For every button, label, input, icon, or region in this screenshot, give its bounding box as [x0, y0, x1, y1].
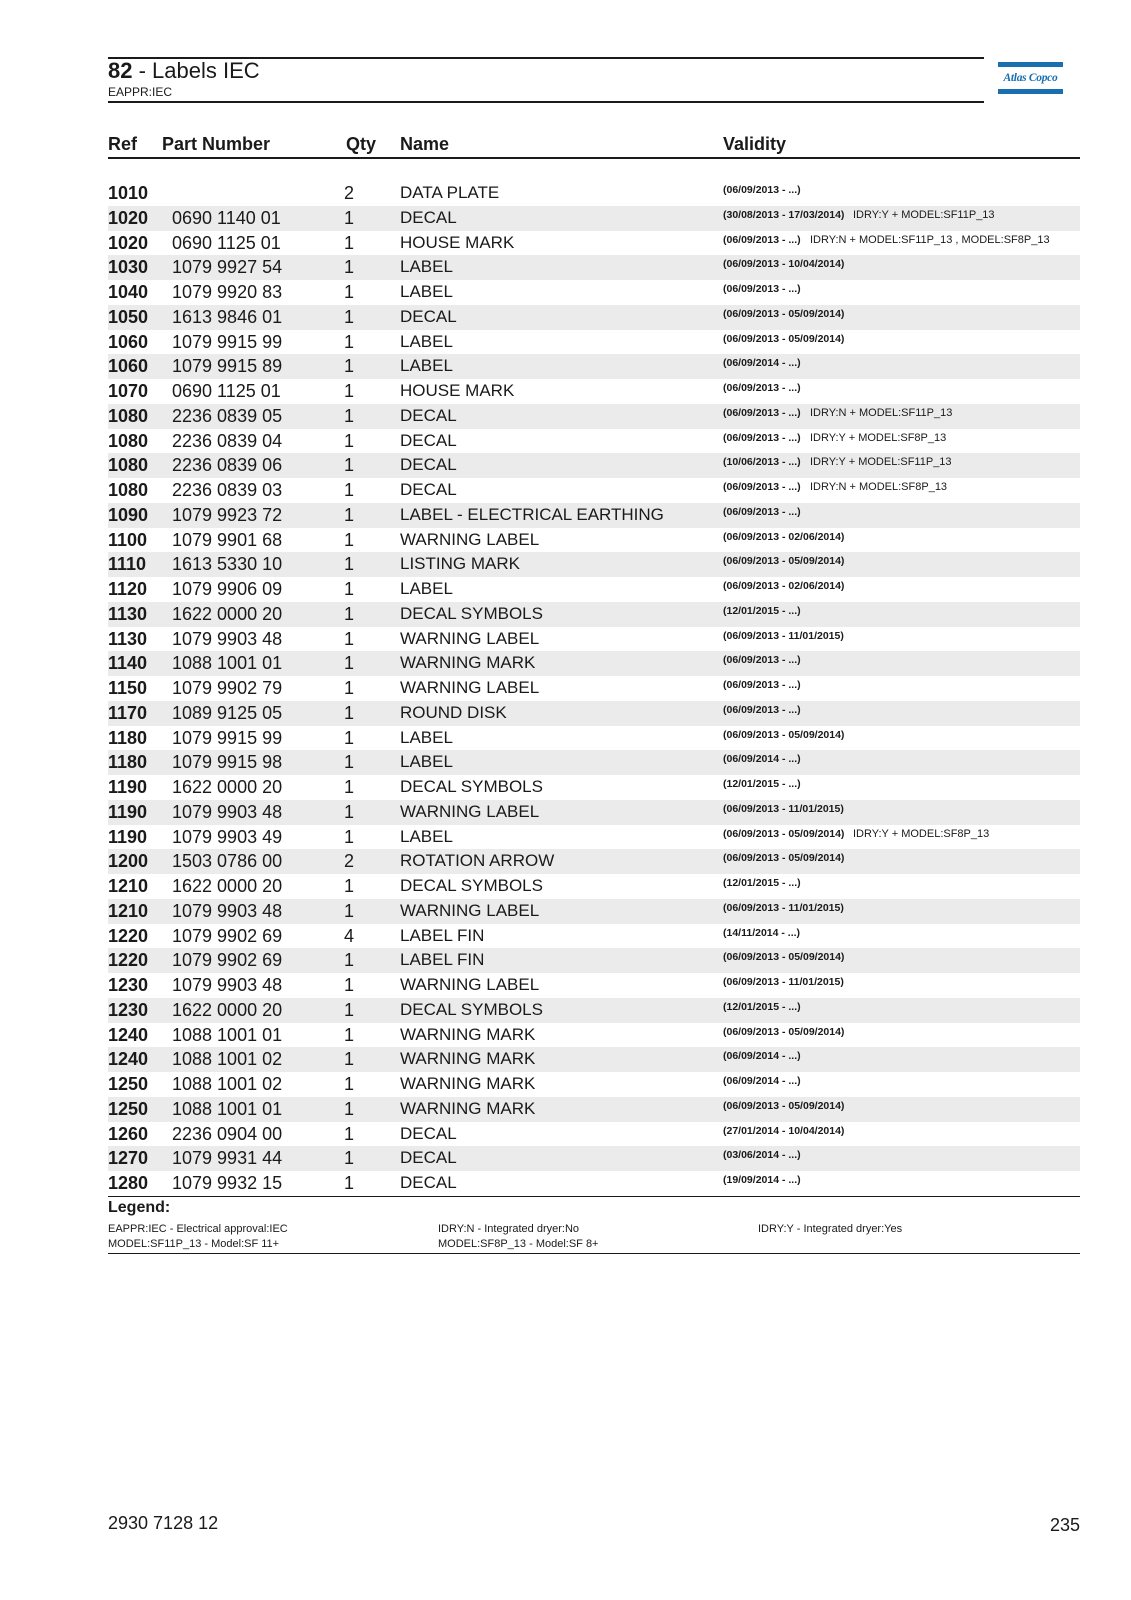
name-cell: LABEL: [400, 579, 453, 598]
validity-cell: (06/09/2013 - 02/06/2014): [723, 530, 845, 543]
name-cell: WARNING LABEL: [400, 628, 540, 648]
table-header: [108, 132, 1080, 158]
page-title: [108, 58, 260, 84]
name-cell: WARNING LABEL: [400, 975, 540, 994]
table-row: [108, 453, 1080, 478]
part-number-cell: 1079 9902 79: [172, 678, 283, 698]
validity-cell: (06/09/2013 - ...): [723, 382, 801, 394]
name-cell: WARNING LABEL: [400, 801, 540, 821]
part-number-cell: 0690 1125 01: [172, 232, 281, 253]
validity-cell: (03/06/2014 - ...): [723, 1149, 801, 1162]
part-number-cell: 2236 0839 04: [172, 430, 283, 451]
qty-cell: 1: [344, 480, 355, 500]
ref-cell: 1230: [108, 975, 149, 995]
part-number-cell: 1613 5330 10: [172, 554, 283, 575]
ref-cell: 1200: [108, 851, 149, 872]
ref-cell: 1020: [108, 232, 149, 253]
table-row: [108, 701, 1080, 726]
document-number: 2930 7128 12: [108, 1513, 219, 1533]
validity-cell: (06/09/2013 - 11/01/2015): [723, 901, 844, 914]
name-cell: LABEL: [400, 826, 453, 846]
ref-cell: 1090: [108, 504, 149, 525]
name-cell: DECAL: [400, 306, 457, 326]
table-row: [108, 948, 1080, 973]
qty-cell: 1: [344, 1024, 355, 1045]
name-cell: WARNING LABEL: [400, 678, 540, 697]
qty-cell: 1: [344, 257, 355, 278]
table-row: [108, 750, 1080, 775]
legend-item: MODEL:SF11P_13 - Model:SF 11+: [108, 1238, 280, 1250]
part-number-cell: 1079 9903 48: [172, 975, 283, 995]
qty-cell: 2: [344, 183, 355, 203]
part-number-cell: 1079 9927 54: [172, 257, 283, 278]
part-number-cell: 1079 9902 69: [172, 950, 283, 971]
part-number-cell: 1503 0786 00: [172, 851, 283, 872]
qty-cell: 1: [344, 801, 355, 822]
table-row: [108, 354, 1080, 379]
validity-cell: (06/09/2013 - 10/04/2014): [723, 258, 845, 271]
validity-cell: (06/09/2013 - 02/06/2014): [723, 580, 845, 592]
validity-cell: (14/11/2014 - ...): [723, 926, 801, 939]
part-number-cell: 1079 9931 44: [172, 1148, 283, 1169]
qty-cell: 1: [344, 1148, 355, 1169]
ref-cell: 1270: [108, 1148, 149, 1169]
validity-note: IDRY:Y + MODEL:SF8P_13: [853, 827, 990, 840]
part-number-cell: 1088 1001 01: [172, 1024, 283, 1045]
qty-cell: 1: [344, 1173, 355, 1193]
part-number-cell: 2236 0839 05: [172, 405, 283, 426]
table-row: [108, 478, 1080, 503]
validity-cell: (06/09/2013 - 11/01/2015): [723, 629, 844, 642]
name-cell: DECAL: [400, 455, 457, 475]
qty-cell: 1: [344, 678, 355, 698]
validity-cell: (06/09/2013 - 05/09/2014): [723, 555, 845, 568]
validity-cell: (12/01/2015 - ...): [723, 604, 801, 617]
ref-cell: 1190: [108, 801, 148, 822]
validity-cell: (06/09/2013 - ...): [723, 233, 801, 246]
page-subtitle: EAPPR:IEC: [108, 85, 173, 99]
validity-cell: (06/09/2014 - ...): [723, 753, 801, 766]
table-row: [108, 627, 1080, 652]
qty-cell: 1: [344, 356, 355, 377]
part-number-cell: 1079 9915 99: [172, 727, 283, 748]
validity-cell: (12/01/2015 - ...): [723, 778, 801, 790]
legend-item: EAPPR:IEC - Electrical approval:IEC: [108, 1223, 288, 1235]
ref-cell: 1260: [108, 1123, 149, 1144]
part-number-cell: 2236 0839 06: [172, 455, 283, 476]
ref-cell: 1050: [108, 306, 149, 327]
validity-cell: (06/09/2013 - 05/09/2014): [723, 852, 845, 865]
part-number-cell: 0690 1125 01: [172, 381, 281, 401]
qty-cell: 1: [344, 876, 355, 896]
part-number-cell: 1622 0000 20: [172, 999, 283, 1020]
name-cell: LABEL: [400, 257, 453, 277]
section-title: - Labels IEC: [138, 58, 260, 83]
part-number-cell: 1079 9915 89: [172, 356, 283, 377]
ref-cell: 1180: [108, 727, 148, 748]
table-row: [108, 825, 1080, 850]
column-header-qty: Qty: [346, 134, 377, 154]
table-row: [108, 676, 1080, 701]
table-row: [108, 874, 1080, 899]
validity-cell: (06/09/2013 - ...): [723, 283, 801, 295]
qty-cell: 1: [344, 232, 355, 253]
name-cell: LABEL - ELECTRICAL EARTHING: [400, 504, 664, 524]
header-rule-bottom: [108, 101, 984, 103]
validity-cell: (06/09/2013 - 05/09/2014): [723, 951, 845, 964]
ref-cell: 1110: [108, 554, 147, 575]
ref-cell: 1220: [108, 950, 149, 971]
legend-item: IDRY:N - Integrated dryer:No: [438, 1223, 580, 1235]
validity-cell: (06/09/2013 - 05/09/2014): [723, 827, 845, 840]
table-row: [108, 181, 1080, 206]
name-cell: WARNING MARK: [400, 1049, 536, 1069]
qty-cell: 1: [344, 1098, 355, 1119]
name-cell: DECAL: [400, 1173, 457, 1192]
name-cell: DECAL: [400, 207, 457, 227]
table-row: [108, 651, 1080, 676]
ref-cell: 1120: [108, 579, 148, 599]
legend-rule-bottom: [108, 1253, 1080, 1254]
ref-cell: 1010: [108, 183, 149, 203]
table-row: [108, 429, 1080, 454]
validity-cell: (06/09/2014 - ...): [723, 1050, 801, 1063]
legend-rule-top: [108, 1196, 1080, 1197]
qty-cell: 1: [344, 1049, 355, 1070]
qty-cell: 1: [344, 727, 355, 748]
validity-cell: (27/01/2014 - 10/04/2014): [723, 1124, 845, 1137]
ref-cell: 1070: [108, 381, 149, 401]
legend-item: IDRY:Y - Integrated dryer:Yes: [758, 1223, 903, 1235]
name-cell: ROTATION ARROW: [400, 851, 555, 871]
part-number-cell: 1088 1001 01: [172, 653, 283, 674]
name-cell: LABEL: [400, 282, 453, 301]
ref-cell: 1240: [108, 1024, 149, 1045]
table-row: [108, 602, 1080, 627]
page-number: 235: [1049, 1515, 1080, 1535]
part-number-cell: 1622 0000 20: [172, 777, 283, 797]
table-row: [108, 726, 1080, 751]
table-row: [108, 1146, 1080, 1171]
name-cell: DECAL: [400, 1148, 457, 1168]
qty-cell: 1: [344, 554, 355, 575]
qty-cell: 1: [344, 603, 355, 624]
qty-cell: 1: [344, 975, 355, 995]
column-header-name: Name: [400, 134, 450, 154]
qty-cell: 1: [344, 826, 355, 847]
validity-cell: (12/01/2015 - ...): [723, 877, 801, 889]
ref-cell: 1040: [108, 282, 149, 302]
name-cell: LABEL: [400, 356, 453, 376]
name-cell: DATA PLATE: [400, 183, 500, 202]
qty-cell: 1: [344, 752, 355, 773]
validity-cell: (06/09/2013 - 11/01/2015): [723, 976, 844, 988]
table-row: [108, 305, 1080, 330]
validity-note: IDRY:N + MODEL:SF8P_13: [810, 481, 948, 493]
name-cell: LISTING MARK: [400, 554, 520, 574]
name-cell: LABEL: [400, 752, 453, 772]
part-number-cell: 1079 9903 48: [172, 900, 283, 921]
name-cell: HOUSE MARK: [400, 232, 515, 252]
table-row: [108, 255, 1080, 280]
table-row: [108, 379, 1080, 404]
ref-cell: 1210: [108, 900, 149, 921]
qty-cell: 1: [344, 1123, 355, 1144]
ref-cell: 1030: [108, 257, 149, 278]
name-cell: DECAL: [400, 405, 457, 425]
column-header-validity: Validity: [723, 134, 787, 154]
table-row: [108, 1122, 1080, 1147]
table-row: [108, 404, 1080, 429]
qty-cell: 1: [344, 405, 355, 426]
qty-cell: 2: [344, 851, 355, 872]
ref-cell: 1060: [108, 356, 149, 377]
qty-cell: 1: [344, 306, 355, 327]
ref-cell: 1080: [108, 455, 149, 476]
table-row: [108, 330, 1080, 355]
part-number-cell: 2236 0839 03: [172, 480, 283, 500]
ref-cell: 1080: [108, 430, 149, 451]
part-number-cell: 1079 9903 48: [172, 801, 283, 822]
name-cell: DECAL: [400, 1123, 457, 1143]
column-header-ref: Ref: [108, 134, 138, 154]
qty-cell: 1: [344, 702, 355, 723]
qty-cell: 1: [344, 999, 355, 1020]
table-row: [108, 280, 1080, 305]
qty-cell: 1: [344, 529, 355, 550]
ref-cell: 1250: [108, 1098, 149, 1119]
name-cell: HOUSE MARK: [400, 381, 515, 400]
part-number-cell: 1079 9906 09: [172, 579, 283, 599]
ref-cell: 1190: [108, 826, 148, 847]
table-row: [108, 800, 1080, 825]
part-number-cell: 2236 0904 00: [172, 1123, 283, 1144]
atlas-copco-logo: [998, 62, 1063, 94]
column-header-part-number: Part Number: [162, 134, 271, 154]
part-number-cell: 1079 9902 69: [172, 925, 283, 946]
name-cell: DECAL: [400, 480, 457, 499]
name-cell: WARNING MARK: [400, 1024, 536, 1044]
validity-cell: (06/09/2013 - 05/09/2014): [723, 728, 845, 741]
validity-cell: (30/08/2013 - 17/03/2014): [723, 208, 845, 221]
part-number-cell: 1622 0000 20: [172, 876, 283, 896]
ref-cell: 1150: [108, 678, 148, 698]
qty-cell: 1: [344, 504, 355, 525]
table-row: [108, 924, 1080, 949]
qty-cell: 1: [344, 777, 355, 797]
validity-note: IDRY:N + MODEL:SF11P_13 , MODEL:SF8P_13: [810, 233, 1050, 246]
ref-cell: 1140: [108, 653, 148, 674]
ref-cell: 1230: [108, 999, 149, 1020]
ref-cell: 1080: [108, 480, 149, 500]
ref-cell: 1280: [108, 1173, 149, 1193]
table-row: [108, 998, 1080, 1023]
part-number-cell: 1089 9125 05: [172, 702, 283, 723]
name-cell: LABEL: [400, 727, 453, 747]
qty-cell: 1: [344, 628, 355, 649]
validity-cell: (06/09/2014 - ...): [723, 1075, 801, 1087]
qty-cell: 1: [344, 207, 355, 228]
table-row: [108, 849, 1080, 874]
part-number-cell: 1622 0000 20: [172, 603, 283, 624]
validity-cell: (06/09/2013 - ...): [723, 481, 801, 493]
table-row: [108, 775, 1080, 800]
name-cell: WARNING MARK: [400, 1074, 536, 1093]
qty-cell: 4: [344, 925, 355, 946]
validity-cell: (19/09/2014 - ...): [723, 1174, 801, 1186]
part-number-cell: 1079 9915 99: [172, 331, 283, 352]
validity-cell: (06/09/2013 - ...): [723, 703, 801, 716]
logo-bar-top: [998, 62, 1063, 67]
qty-cell: 1: [344, 1074, 355, 1094]
table-row: [108, 503, 1080, 528]
part-number-cell: 1079 9901 68: [172, 529, 283, 550]
name-cell: DECAL: [400, 430, 457, 450]
table-row: [108, 899, 1080, 924]
validity-cell: (06/09/2013 - ...): [723, 654, 801, 667]
table-header-underline: [108, 157, 1080, 159]
validity-cell: (06/09/2013 - ...): [723, 184, 801, 196]
validity-cell: (06/09/2014 - ...): [723, 357, 801, 370]
validity-cell: (06/09/2013 - ...): [723, 431, 801, 444]
validity-cell: (06/09/2013 - 05/09/2014): [723, 1025, 845, 1038]
ref-cell: 1210: [108, 876, 149, 896]
part-number-cell: 1088 1001 02: [172, 1074, 283, 1094]
ref-cell: 1250: [108, 1074, 149, 1094]
validity-cell: (06/09/2013 - 05/09/2014): [723, 307, 845, 320]
part-number-cell: 1079 9920 83: [172, 282, 283, 302]
table-row: [108, 1023, 1080, 1048]
ref-cell: 1020: [108, 207, 149, 228]
name-cell: WARNING LABEL: [400, 900, 540, 920]
name-cell: WARNING LABEL: [400, 529, 540, 549]
qty-cell: 1: [344, 282, 355, 302]
validity-cell: (06/09/2013 - ...): [723, 505, 801, 518]
table-row: [108, 206, 1080, 231]
table-row: [108, 528, 1080, 553]
qty-cell: 1: [344, 579, 355, 599]
name-cell: DECAL SYMBOLS: [400, 876, 543, 895]
table-row: [108, 1072, 1080, 1097]
part-number-cell: 1079 9915 98: [172, 752, 283, 773]
name-cell: DECAL SYMBOLS: [400, 603, 543, 623]
table-row: [108, 231, 1080, 256]
table-row: [108, 973, 1080, 998]
qty-cell: 1: [344, 430, 355, 451]
name-cell: LABEL FIN: [400, 950, 485, 970]
ref-cell: 1060: [108, 331, 149, 352]
table-row: [108, 552, 1080, 577]
name-cell: ROUND DISK: [400, 702, 507, 722]
part-number-cell: 1613 9846 01: [172, 306, 283, 327]
part-number-cell: 1079 9923 72: [172, 504, 283, 525]
validity-note: IDRY:Y + MODEL:SF11P_13: [810, 456, 952, 469]
part-number-cell: 1088 1001 01: [172, 1098, 283, 1119]
logo-text: Atlas Copco: [1003, 72, 1058, 84]
qty-cell: 1: [344, 455, 355, 476]
ref-cell: 1170: [108, 702, 148, 723]
validity-cell: (06/09/2013 - ...): [723, 406, 801, 419]
table-row: [108, 1047, 1080, 1072]
section-number: 82: [108, 58, 133, 83]
name-cell: LABEL FIN: [400, 925, 485, 945]
validity-cell: (06/09/2013 - 05/09/2014): [723, 332, 845, 345]
name-cell: WARNING MARK: [400, 653, 536, 673]
validity-cell: (06/09/2013 - ...): [723, 679, 801, 691]
table-row: [108, 1171, 1080, 1196]
part-number-cell: 1079 9932 15: [172, 1173, 283, 1193]
qty-cell: 1: [344, 653, 355, 674]
validity-note: IDRY:N + MODEL:SF11P_13: [810, 406, 953, 419]
qty-cell: 1: [344, 950, 355, 971]
name-cell: DECAL SYMBOLS: [400, 999, 543, 1019]
validity-note: IDRY:Y + MODEL:SF8P_13: [810, 431, 947, 444]
validity-cell: (06/09/2013 - 05/09/2014): [723, 1099, 845, 1112]
ref-cell: 1130: [108, 603, 148, 624]
name-cell: WARNING MARK: [400, 1098, 536, 1118]
qty-cell: 1: [344, 900, 355, 921]
ref-cell: 1220: [108, 925, 149, 946]
table-row: [108, 577, 1080, 602]
qty-cell: 1: [344, 331, 355, 352]
ref-cell: 1100: [108, 529, 148, 550]
part-number-cell: 1088 1001 02: [172, 1049, 283, 1070]
part-number-cell: 1079 9903 49: [172, 826, 283, 847]
ref-cell: 1180: [108, 752, 148, 773]
table-row: [108, 1097, 1080, 1122]
validity-note: IDRY:Y + MODEL:SF11P_13: [853, 208, 995, 221]
name-cell: DECAL SYMBOLS: [400, 777, 543, 796]
ref-cell: 1080: [108, 405, 149, 426]
name-cell: LABEL: [400, 331, 453, 351]
parts-table-body: [108, 181, 1080, 1196]
logo-bar-bottom: [998, 89, 1063, 94]
part-number-cell: 0690 1140 01: [172, 207, 281, 228]
ref-cell: 1240: [108, 1049, 149, 1070]
legend-title: Legend:: [108, 1199, 171, 1216]
ref-cell: 1190: [108, 777, 148, 797]
part-number-cell: 1079 9903 48: [172, 628, 283, 649]
validity-cell: (06/09/2013 - 11/01/2015): [723, 802, 844, 815]
legend-item: MODEL:SF8P_13 - Model:SF 8+: [438, 1238, 599, 1250]
ref-cell: 1130: [108, 628, 148, 649]
qty-cell: 1: [344, 381, 355, 401]
validity-cell: (10/06/2013 - ...): [723, 456, 801, 469]
validity-cell: (12/01/2015 - ...): [723, 1000, 801, 1013]
